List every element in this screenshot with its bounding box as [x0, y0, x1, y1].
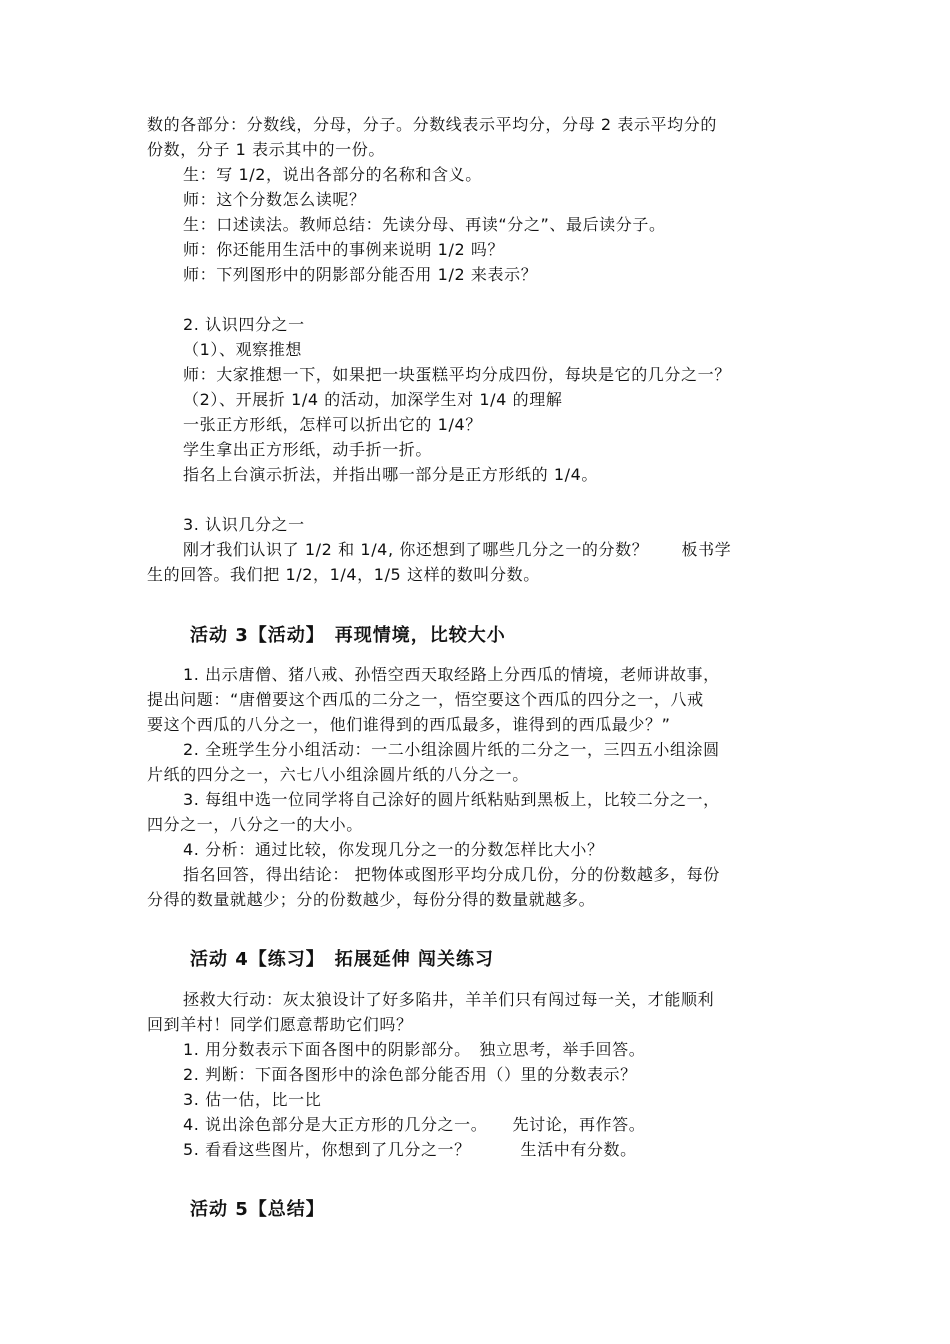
text-line: 师：下列图形中的阴影部分能否用 1/2 来表示？: [183, 265, 538, 284]
section-heading: 2. 认识四分之一: [183, 315, 305, 334]
activity-4-heading: 活动 4【练习】 拓展延伸 闯关练习: [190, 949, 495, 970]
text-line: 学生拿出正方形纸，动手折一折。: [183, 440, 433, 459]
text-line: 分得的数量就越少；分的份数越少，每份分得的数量就越多。: [147, 890, 596, 909]
text-line: 生的回答。我们把 1/2，1/4，1/5 这样的数叫分数。: [147, 565, 540, 584]
text-line: 四分之一，八分之一的大小。: [147, 815, 363, 834]
text-line: 4. 说出涂色部分是大正方形的几分之一。 先讨论，再作答。: [183, 1115, 646, 1134]
text-line: 提出问题：“唐僧要这个西瓜的二分之一，悟空要这个西瓜的四分之一，八戒: [147, 690, 704, 709]
text-line: 4. 分析：通过比较，你发现几分之一的分数怎样比大小？: [183, 840, 604, 859]
text-line: 数的各部分：分数线，分母，分子。分数线表示平均分，分母 2 表示平均分的: [147, 115, 717, 134]
text-line: 回到羊村！同学们愿意帮助它们吗？: [147, 1015, 413, 1034]
section-heading: 3. 认识几分之一: [183, 515, 305, 534]
text-line: 师：这个分数怎么读呢？: [183, 190, 366, 209]
text-line: 指名上台演示折法，并指出哪一部分是正方形纸的 1/4。: [183, 465, 599, 484]
text-line: 师：你还能用生活中的事例来说明 1/2 吗？: [183, 240, 505, 259]
text-line: 要这个西瓜的八分之一，他们谁得到的西瓜最多，谁得到的西瓜最少？”: [147, 715, 671, 734]
text-line: 刚才我们认识了 1/2 和 1/4, 你还想到了哪些几分之一的分数？ 板书学: [183, 540, 732, 559]
text-line: 生：口述读法。教师总结：先读分母、再读“分之”、最后读分子。: [183, 215, 666, 234]
text-line: 一张正方形纸，怎样可以折出它的 1/4？: [183, 415, 482, 434]
text-line: 拯救大行动：灰太狼设计了好多陷井，羊羊们只有闯过每一关，才能顺利: [183, 990, 715, 1009]
text-line: 片纸的四分之一，六七八小组涂圆片纸的八分之一。: [147, 765, 529, 784]
text-line: （1）、观察推想: [183, 340, 302, 359]
text-line: 师：大家推想一下，如果把一块蛋糕平均分成四份，每块是它的几分之一？: [183, 365, 731, 384]
text-line: 2. 判断：下面各图形中的涂色部分能否用（）里的分数表示？: [183, 1065, 637, 1084]
text-line: 生：写 1/2，说出各部分的名称和含义。: [183, 165, 482, 184]
activity-3-heading: 活动 3【活动】 再现情境，比较大小: [190, 625, 506, 646]
text-line: 指名回答，得出结论： 把物体或图形平均分成几份，分的份数越多，每份: [183, 865, 720, 884]
text-line: 1. 出示唐僧、猪八戒、孙悟空西天取经路上分西瓜的情境，老师讲故事，: [183, 665, 720, 684]
activity-5-heading: 活动 5【总结】: [190, 1199, 325, 1220]
text-line: 1. 用分数表示下面各图中的阴影部分。 独立思考，举手回答。: [183, 1040, 646, 1059]
text-line: 3. 每组中选一位同学将自己涂好的圆片纸粘贴到黑板上，比较二分之一，: [183, 790, 720, 809]
text-line: 2. 全班学生分小组活动：一二小组涂圆片纸的二分之一，三四五小组涂圆: [183, 740, 720, 759]
text-line: 3. 估一估，比一比: [183, 1090, 322, 1109]
text-line: 份数，分子 1 表示其中的一份。: [147, 140, 385, 159]
text-line: （2）、开展折 1/4 的活动，加深学生对 1/4 的理解: [183, 390, 563, 409]
text-line: 5. 看看这些图片，你想到了几分之一？ 生活中有分数。: [183, 1140, 637, 1159]
